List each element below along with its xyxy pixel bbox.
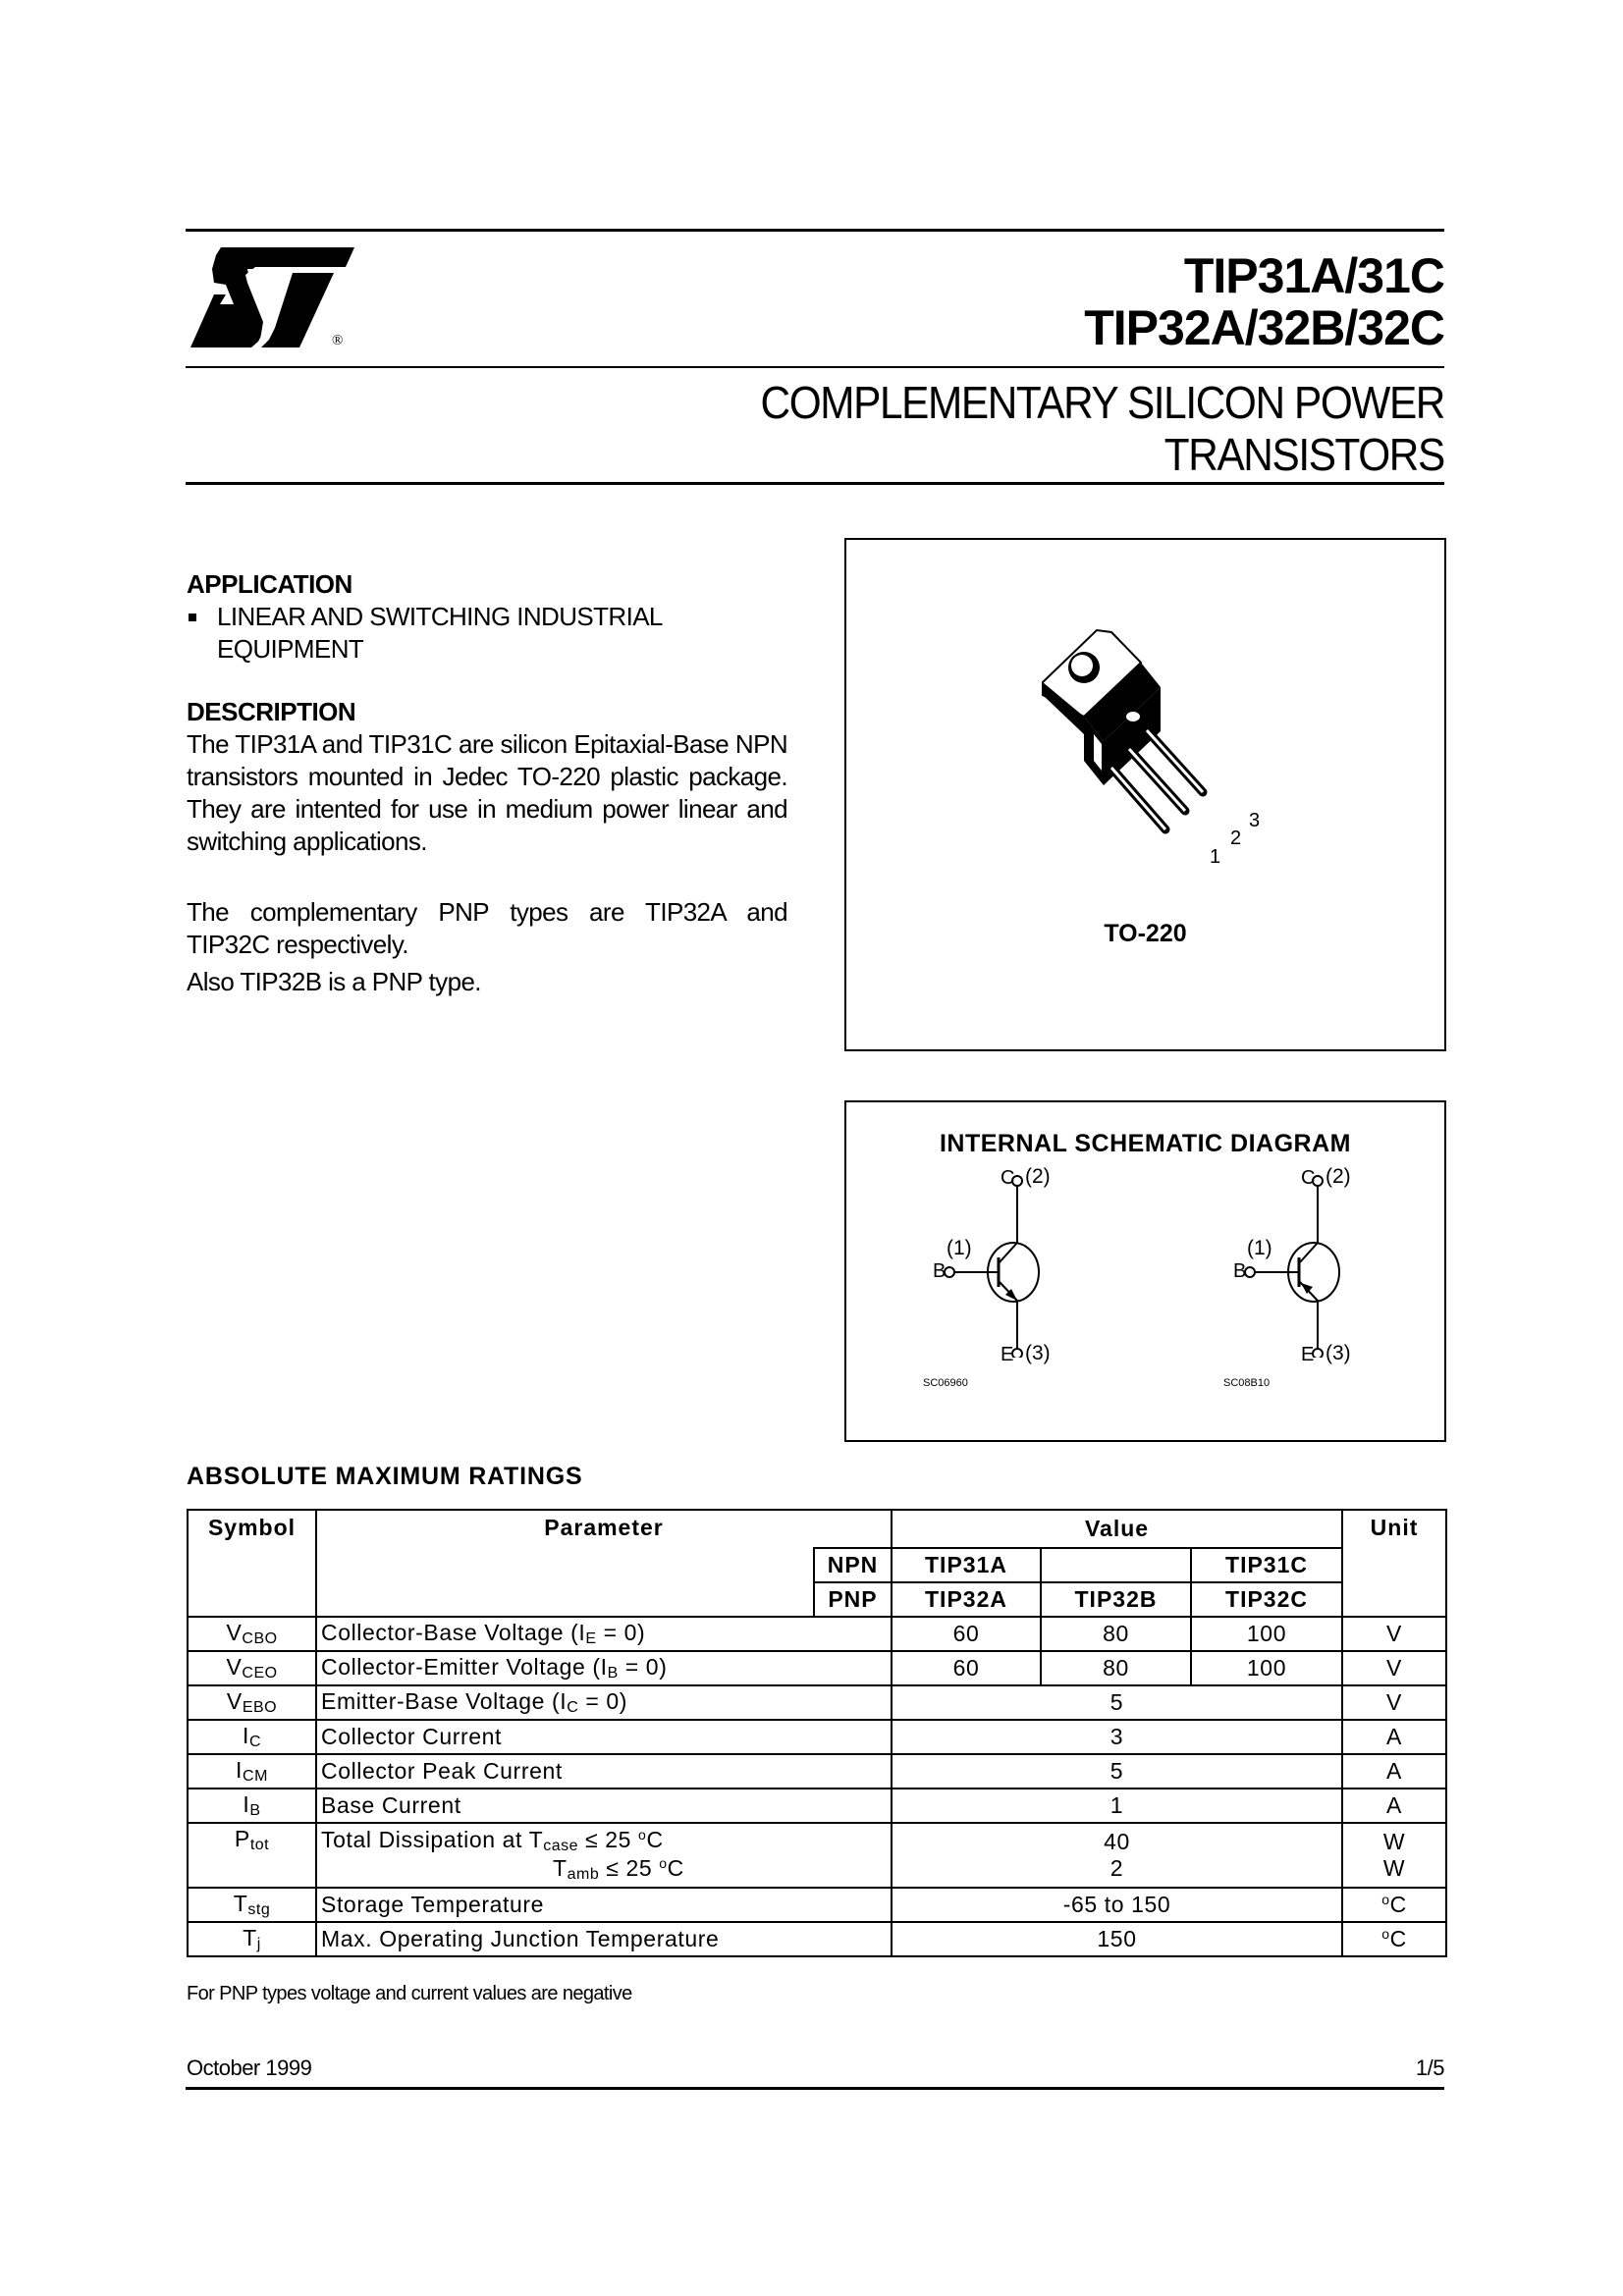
parameter-cell: Collector Peak Current: [316, 1754, 892, 1789]
parameter-cell: Collector Current: [316, 1720, 892, 1754]
pnp-part-1: TIP32A: [892, 1582, 1041, 1617]
parameter-cell: Storage Temperature: [316, 1888, 892, 1922]
col-value-header: Value: [892, 1510, 1342, 1548]
schematic-title: INTERNAL SCHEMATIC DIAGRAM: [939, 1130, 1351, 1157]
package-box: [844, 538, 1446, 1051]
value-cell: 5: [892, 1685, 1342, 1720]
value-cell: 100: [1191, 1651, 1342, 1685]
value-cell: -65 to 150: [892, 1888, 1342, 1922]
parameter-cell: Max. Operating Junction Temperature: [316, 1922, 892, 1956]
application-heading: APPLICATION: [187, 569, 352, 599]
col-parameter-header: Parameter: [316, 1510, 892, 1548]
pnp-label: PNP: [814, 1582, 892, 1617]
application-item-line-2: EQUIPMENT: [217, 634, 364, 664]
table-row: [188, 1720, 1446, 1754]
description-paragraph-3: Also TIP32B is a PNP type.: [187, 967, 481, 996]
parameter-cell: Collector-Base Voltage $(I_E = 0)$: [316, 1617, 892, 1651]
value-cell: 150: [892, 1922, 1342, 1956]
subtitle-rule: [186, 482, 1444, 485]
value-cell: 60: [892, 1651, 1041, 1685]
package-name: TO-220: [1104, 920, 1187, 947]
npn-part-3: TIP31C: [1191, 1548, 1342, 1582]
symbol-cell: $V_{EBO}$: [188, 1685, 316, 1720]
unit-cell: W W: [1342, 1823, 1446, 1888]
bullet-icon: [189, 614, 196, 621]
to220-package-icon: [1013, 618, 1249, 844]
ratings-table: [187, 1509, 1447, 1957]
value-cell: 5: [892, 1754, 1342, 1789]
value-cell: 80: [1041, 1617, 1191, 1651]
table-row: [188, 1617, 1446, 1651]
pnp-base-label: B: [1233, 1260, 1247, 1282]
unit-cell: V: [1342, 1651, 1446, 1685]
table-row: [188, 1685, 1446, 1720]
npn-part-1: TIP31A: [892, 1548, 1041, 1582]
npn-collector-label: C: [1001, 1167, 1015, 1189]
title-line-2: TIP32A/32B/32C: [1084, 300, 1444, 355]
table-row: [188, 1789, 1446, 1823]
title-rule: [186, 366, 1444, 368]
pnp-diagram-code: SC08B10: [1223, 1377, 1271, 1389]
ratings-footnote: For PNP types voltage and current values are negative: [187, 1983, 632, 2004]
npn-emitter-pin: (3): [1025, 1342, 1051, 1364]
pin-label-2: 2: [1230, 828, 1242, 849]
npn-part-2: [1041, 1548, 1191, 1582]
col-symbol-header: Symbol: [188, 1510, 316, 1617]
title-line-1: TIP31A/31C: [1183, 248, 1444, 303]
table-pnp-row: [188, 1582, 1446, 1617]
value-cell: 80: [1041, 1651, 1191, 1685]
application-item-line-1: LINEAR AND SWITCHING INDUSTRIAL: [217, 602, 663, 631]
ratings-heading: ABSOLUTE MAXIMUM RATINGS: [187, 1463, 583, 1490]
unit-cell: $^o$C: [1342, 1922, 1446, 1956]
registered-mark: ®: [332, 333, 344, 348]
unit-cell: $^o$C: [1342, 1888, 1446, 1922]
value-cell: 40 2: [892, 1823, 1342, 1888]
pnp-collector-pin: (2): [1325, 1165, 1351, 1188]
parameter-cell: Total Dissipation at $T_{case} \le 25$ $^o$C $T_{amb} \le 25$ $^o$C: [316, 1823, 892, 1888]
value-cell: 1: [892, 1789, 1342, 1823]
pnp-collector-label: C: [1301, 1167, 1316, 1189]
unit-cell: A: [1342, 1754, 1446, 1789]
footer-rule: [186, 2087, 1444, 2090]
npn-diagram-code: SC06960: [923, 1377, 968, 1389]
pin-label-1: 1: [1210, 846, 1221, 868]
parameter-cell: Collector-Emitter Voltage $(I_B = 0)$: [316, 1651, 892, 1685]
parameter-cell: Emitter-Base Voltage $(I_C = 0)$: [316, 1685, 892, 1720]
npn-base-pin: (1): [947, 1237, 972, 1259]
pin-label-3: 3: [1249, 810, 1261, 831]
description-paragraph-2: The complementary PNP types are TIP32A and TIP32C respectively.: [187, 897, 787, 959]
symbol-cell: $V_{CBO}$: [188, 1617, 316, 1651]
footer-date: October 1999: [187, 2056, 312, 2080]
pnp-base-pin: (1): [1247, 1237, 1272, 1259]
unit-cell: A: [1342, 1789, 1446, 1823]
description-paragraph-1: The TIP31A and TIP31C are silicon Epitaxial-Base NPN transistors mounted in Jedec TO-220 plastic package. They are intented for use in medium power linear and switching applications.: [187, 729, 787, 856]
table-header-row: [188, 1510, 1446, 1548]
value-cell: 60: [892, 1617, 1041, 1651]
npn-emitter-label: E: [1001, 1344, 1014, 1365]
subtitle-line-2: TRANSISTORS: [1163, 429, 1444, 480]
table-row: [188, 1922, 1446, 1956]
pnp-emitter-pin: (3): [1325, 1342, 1351, 1364]
table-row: [188, 1888, 1446, 1922]
npn-collector-pin: (2): [1025, 1165, 1051, 1188]
npn-base-label: B: [933, 1260, 947, 1282]
top-rule: [186, 229, 1444, 232]
symbol-cell: $I_{CM}$: [188, 1754, 316, 1789]
symbol-cell: $I_B$: [188, 1789, 316, 1823]
symbol-cell: $T_j$: [188, 1922, 316, 1956]
pnp-transistor-symbol-icon: [1225, 1161, 1353, 1358]
parameter-spacer: [316, 1582, 814, 1617]
pnp-emitter-label: E: [1301, 1344, 1315, 1365]
symbol-cell: $P_{tot}$: [188, 1823, 316, 1888]
npn-label: NPN: [814, 1548, 892, 1582]
pnp-part-3: TIP32C: [1191, 1582, 1342, 1617]
footer-page-number: 1/5: [1415, 2056, 1444, 2080]
unit-cell: A: [1342, 1720, 1446, 1754]
symbol-cell: $T_{stg}$: [188, 1888, 316, 1922]
schematic-box: [844, 1100, 1446, 1442]
npn-transistor-symbol-icon: [925, 1161, 1053, 1358]
pnp-part-2: TIP32B: [1041, 1582, 1191, 1617]
parameter-spacer: [316, 1548, 814, 1582]
col-unit-header: Unit: [1342, 1510, 1446, 1617]
table-row: [188, 1754, 1446, 1789]
parameter-cell: Base Current: [316, 1789, 892, 1823]
symbol-cell: $V_{CEO}$: [188, 1651, 316, 1685]
table-npn-row: [188, 1548, 1446, 1582]
subtitle-line-1: COMPLEMENTARY SILICON POWER: [760, 377, 1444, 428]
symbol-cell: $I_C$: [188, 1720, 316, 1754]
description-heading: DESCRIPTION: [187, 697, 356, 726]
unit-cell: V: [1342, 1617, 1446, 1651]
value-cell: 3: [892, 1720, 1342, 1754]
table-row: [188, 1823, 1446, 1888]
unit-cell: V: [1342, 1685, 1446, 1720]
value-cell: 100: [1191, 1617, 1342, 1651]
table-row: [188, 1651, 1446, 1685]
